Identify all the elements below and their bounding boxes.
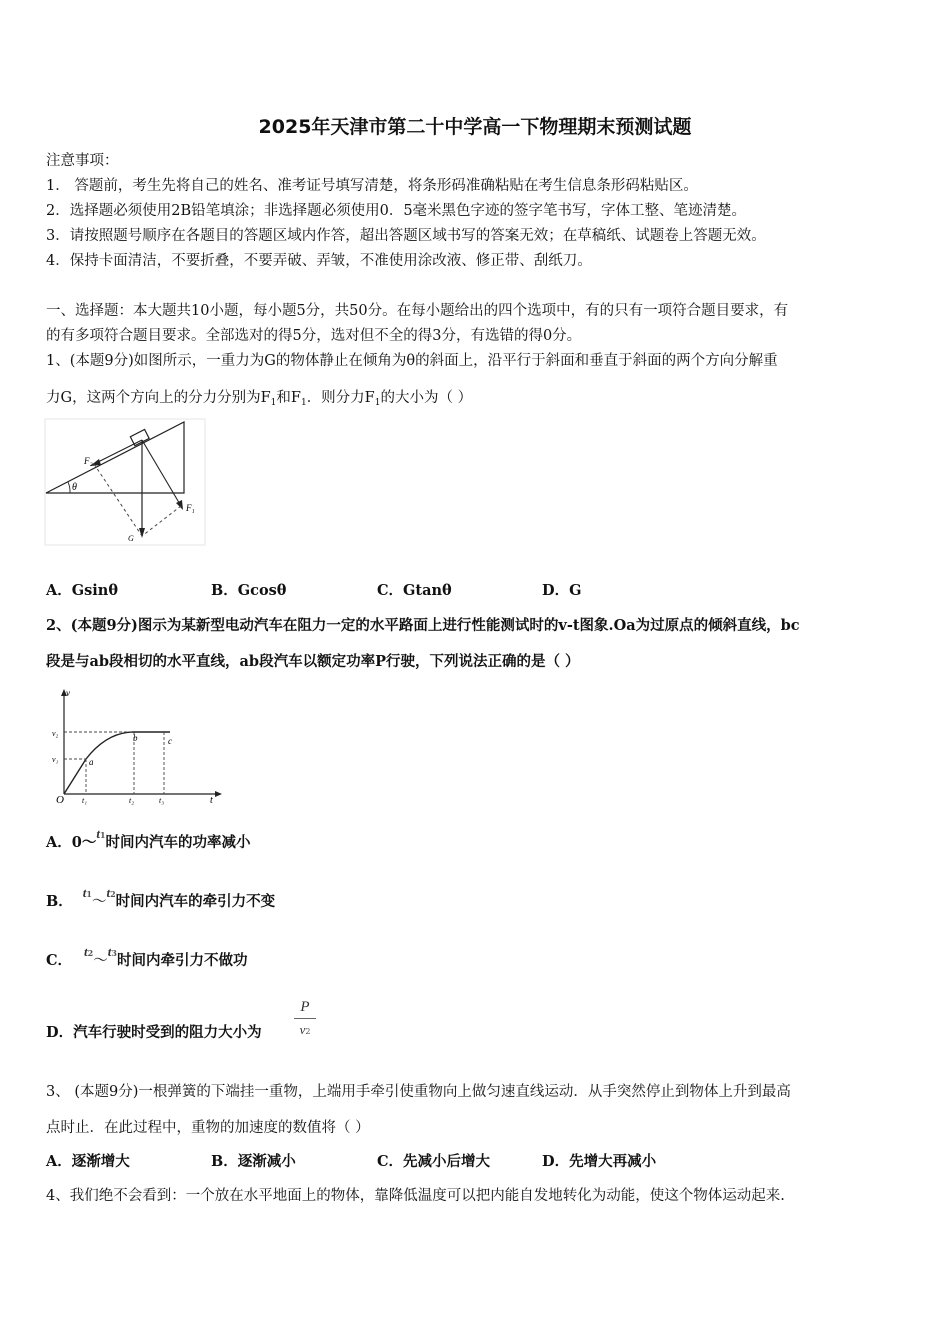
q2-opt-c-math2 [108,943,117,960]
label-t3: t₃ [159,796,165,805]
theta-arc [68,482,70,493]
label-v: v [66,688,70,698]
q2-opt-b-math2 [106,884,115,901]
q2-vt-graph [52,686,228,808]
q2-opt-b-t2: t [106,885,111,900]
block [130,429,149,445]
t-axis-arrowhead [215,791,222,797]
q2-option-b [46,885,276,913]
q1-sub-3: 1 [374,398,381,408]
q3-option-d: D．先增大再减小 [542,1153,657,1170]
q2-opt-b-sub1: 1 [86,889,92,899]
label-f2: F₂ [84,456,93,466]
label-c: c [168,736,172,746]
dashed-f2-to-g [94,464,142,536]
q2-opt-b-t1: t [82,885,87,900]
q2-opt-c-t2: t [107,944,112,959]
q2-line2: 段是与ab段相切的水平直线，ab段汽车以额定功率P行驶，下列说法正确的是（ ） [46,653,580,670]
q1-line1: 1、(本题9分)如图所示，一重力为G的物体静止在倾角为θ的斜面上，沿平行于斜面和垂直于斜面的两个方向分解重 [46,353,778,369]
label-origin: O [56,794,64,806]
q1-line2-c: ．则分力F [306,390,375,406]
q2-opt-a-math [96,825,105,842]
q2-opt-d-fraction [294,998,316,1040]
fraction-den-sub: 2 [305,1027,311,1036]
q2-opt-b-tilde: ～ [91,894,107,910]
label-f1: F₁ [186,503,195,513]
label-v2: v₂ [52,729,59,738]
incline-triangle [46,422,184,493]
q2-option-c [46,944,248,972]
f1-arrowhead [176,500,183,510]
q3-option-b: B．逐渐减小 [211,1153,296,1170]
q3-option-a: A．逐渐增大 [46,1153,130,1170]
q2-opt-b-prefix: B． [46,893,73,910]
q2-opt-c-tilde: ～ [93,953,108,969]
gravity-arrowhead [139,528,145,538]
label-t: t [210,795,213,806]
label-a: a [89,757,94,767]
q1-incline-figure [44,418,208,548]
q1-line2-a: 力G，这两个方向上的分力分别为F [46,390,271,406]
q2-opt-c-math1 [84,943,93,960]
notice-item-4: 4．保持卡面清洁，不要折叠，不要弄破、弄皱，不准使用涂改液、修正带、刮纸刀。 [46,253,592,269]
q2-option-a [46,826,251,854]
q1-line2 [46,388,472,413]
q2-opt-c-text: 时间内牵引力不做功 [116,952,248,969]
q1-sub-1: 1 [270,398,277,408]
notice-heading: 注意事项： [46,153,119,169]
q2-option-d: D．汽车行驶时受到的阻力大小为 [46,1024,262,1041]
q1-option-b: B．Gcosθ [211,582,287,599]
q2-opt-a-prefix: A．0～ [46,834,97,851]
q2-opt-c-t1: t [84,944,88,959]
notice-item-3: 3．请按照题号顺序在各题目的答题区域内作答，超出答题区域书写的答案无效；在草稿纸、试题卷上答题无效。 [46,228,766,244]
q2-opt-a-sub: 1 [99,830,106,840]
q1-option-a: A．Gsinθ [46,582,119,599]
q3-line2: 点时止．在此过程中，重物的加速度的数值将（ ） [46,1120,370,1136]
page-title: 2025年天津市第二十中学高一下物理期末预测试题 [258,116,692,138]
q2-opt-c-sub1: 2 [87,948,94,958]
q2-opt-c-sub2: 3 [111,948,117,958]
q2-opt-a-t: t [96,826,100,841]
q3-option-c: C．先减小后增大 [377,1153,491,1170]
q2-opt-b-math1 [83,884,92,901]
q2-opt-b-sub2: 2 [110,889,116,899]
fraction-numerator: P [300,999,310,1015]
q3-line1: 3、 (本题9分)一根弹簧的下端挂一重物，上端用手牵引使重物向上做匀速直线运动．从手突然停止到物体上升到最高 [46,1084,791,1100]
q2-line1: 2、(本题9分)图示为某新型电动汽车在阻力一定的水平路面上进行性能测试时的v-t图象.Oa为过原点的倾斜直线，bc [46,617,800,634]
curve-oab [64,732,134,794]
q1-line2-d: 的大小为（ ） [380,390,473,406]
label-t1: t₁ [82,796,88,805]
dashed-f1-to-g [142,506,181,536]
section1-line2: 的有多项符合题目要求。全部选对的得5分，选对但不全的得3分，有选错的得0分。 [46,328,582,344]
label-v1: v₁ [52,755,59,764]
q4-line1: 4、我们绝不会看到：一个放在水平地面上的物体，靠降低温度可以把内能自发地转化为动能，使这个物体运动起来. [46,1188,785,1204]
label-b: b [133,733,138,743]
q1-sub-2: 1 [300,398,307,408]
label-g: G [128,534,134,543]
f2-arrow [94,440,142,464]
label-theta: θ [72,482,77,493]
f1-arrow [142,440,181,506]
figure-frame [45,419,205,545]
fraction-bar [294,1018,316,1019]
section1-line1: 一、选择题：本大题共10小题，每小题5分，共50分。在每小题给出的四个选项中，有的只有一项符合题目要求，有 [46,303,789,319]
label-t2: t₂ [129,796,135,805]
fraction-denominator [294,1021,316,1040]
fraction-den-v: v [299,1022,306,1037]
q1-option-d: D．G [542,582,582,599]
notice-item-1: 1． 答题前，考生先将自己的姓名、准考证号填写清楚，将条形码准确粘贴在考生信息条形码粘贴区。 [46,178,698,194]
q2-opt-c-prefix: C． [46,952,73,969]
q2-opt-b-text: 时间内汽车的牵引力不变 [115,893,276,910]
q1-option-c: C．Gtanθ [377,582,452,599]
notice-item-2: 2．选择题必须使用2B铅笔填涂；非选择题必须使用0．5毫米黑色字迹的签字笔书写，字体工整、笔迹清楚。 [46,203,747,219]
q2-opt-a-text: 时间内汽车的功率减小 [105,834,251,851]
q1-line2-b: 和F [276,390,301,406]
